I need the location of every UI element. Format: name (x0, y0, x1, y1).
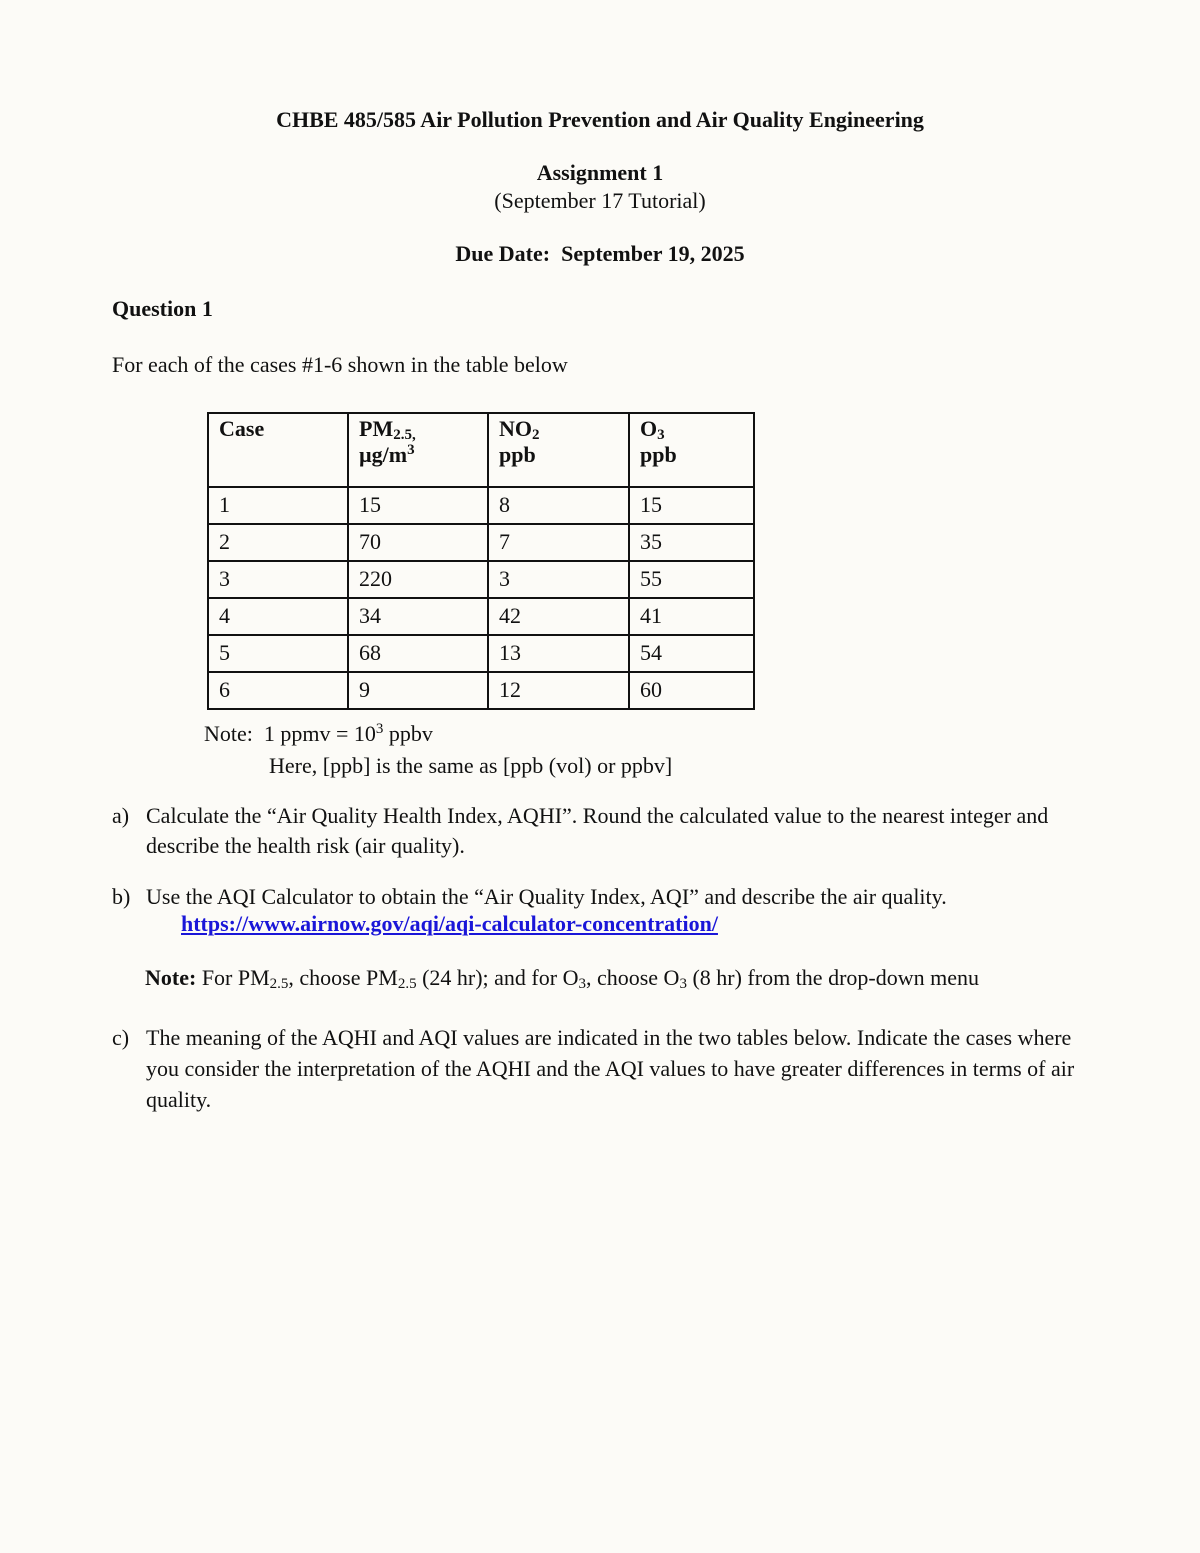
cell-pm25: 34 (348, 598, 488, 635)
table-row (208, 635, 754, 672)
cell-o3: 55 (629, 561, 754, 598)
part-a (112, 801, 1102, 861)
part-a-label: a) (112, 803, 130, 828)
cell-case: 1 (208, 487, 348, 524)
part-c-label: c) (112, 1025, 130, 1050)
course-title: CHBE 485/585 Air Pollution Prevention and Air Quality Engineering (276, 107, 924, 132)
aqi-calculator-link[interactable]: https://www.airnow.gov/aqi/aqi-calculator-concentration/ (181, 911, 718, 936)
cell-o3: 41 (629, 598, 754, 635)
header-case: Case (208, 413, 348, 487)
cell-o3: 54 (629, 635, 754, 672)
cell-case: 3 (208, 561, 348, 598)
due-date-value: September 19, 2025 (561, 241, 745, 266)
note-label: Note: (204, 721, 253, 746)
cell-o3: 15 (629, 487, 754, 524)
cell-pm25: 220 (348, 561, 488, 598)
cell-pm25: 68 (348, 635, 488, 672)
table-header-row (208, 413, 754, 487)
due-date-line (0, 241, 1200, 267)
part-b (112, 882, 1102, 912)
header-pm25: $PM_{2.5,}$ $\mu g/m^3$ (348, 413, 488, 487)
table-row (208, 487, 754, 524)
cell-pm25: 70 (348, 524, 488, 561)
part-b-note-label: Note: (145, 965, 197, 990)
part-c (112, 1022, 1102, 1115)
part-b-note: Note: For $PM_{2.5}$, choose $PM_{2.5}$ (24 hr); and for $O_3$, choose $O_3$ (8 hr) from the drop-down menu (145, 965, 979, 992)
header-o3: $O_3$ ppb (629, 413, 754, 487)
assignment-title: Assignment 1 (536, 160, 664, 185)
part-b-text: Use the AQI Calculator to obtain the “Air Quality Index, AQI” and describe the air quality. (146, 884, 947, 909)
question-title: Question 1 (112, 296, 213, 321)
cell-case: 2 (208, 524, 348, 561)
cell-no2: 3 (488, 561, 629, 598)
cell-no2: 8 (488, 487, 629, 524)
cell-case: 4 (208, 598, 348, 635)
tutorial-date: (September 17 Tutorial) (494, 188, 706, 213)
header-no2: $NO_2$ ppb (488, 413, 629, 487)
table-row (208, 524, 754, 561)
part-a-text: Calculate the “Air Quality Health Index, AQHI”. Round the calculated value to the nearest integer and describe the health risk (air quality). (146, 803, 1049, 858)
table-row (208, 598, 754, 635)
cell-case: 5 (208, 635, 348, 672)
note-line-1: Note: 1 ppmv = $10^3$ ppbv (204, 721, 433, 746)
cell-pm25: 9 (348, 672, 488, 709)
question-intro: For each of the cases #1-6 shown in the table below (112, 352, 568, 377)
cell-o3: 60 (629, 672, 754, 709)
table-row (208, 672, 754, 709)
cell-no2: 13 (488, 635, 629, 672)
pollutant-table (207, 412, 755, 710)
cell-o3: 35 (629, 524, 754, 561)
cell-no2: 42 (488, 598, 629, 635)
due-date-label: Due Date: (455, 241, 551, 266)
part-c-text: The meaning of the AQHI and AQI values are indicated in the two tables below. Indicate the cases where you consider the interpretation of the AQHI and the AQI values to have greater differences in terms of air quality. (146, 1025, 1075, 1112)
cell-no2: 7 (488, 524, 629, 561)
cell-case: 6 (208, 672, 348, 709)
part-b-label: b) (112, 884, 131, 909)
note-line-2: Here, [ppb] is the same as [ppb (vol) or ppbv] (269, 753, 673, 778)
table-row (208, 561, 754, 598)
cell-pm25: 15 (348, 487, 488, 524)
cell-no2: 12 (488, 672, 629, 709)
